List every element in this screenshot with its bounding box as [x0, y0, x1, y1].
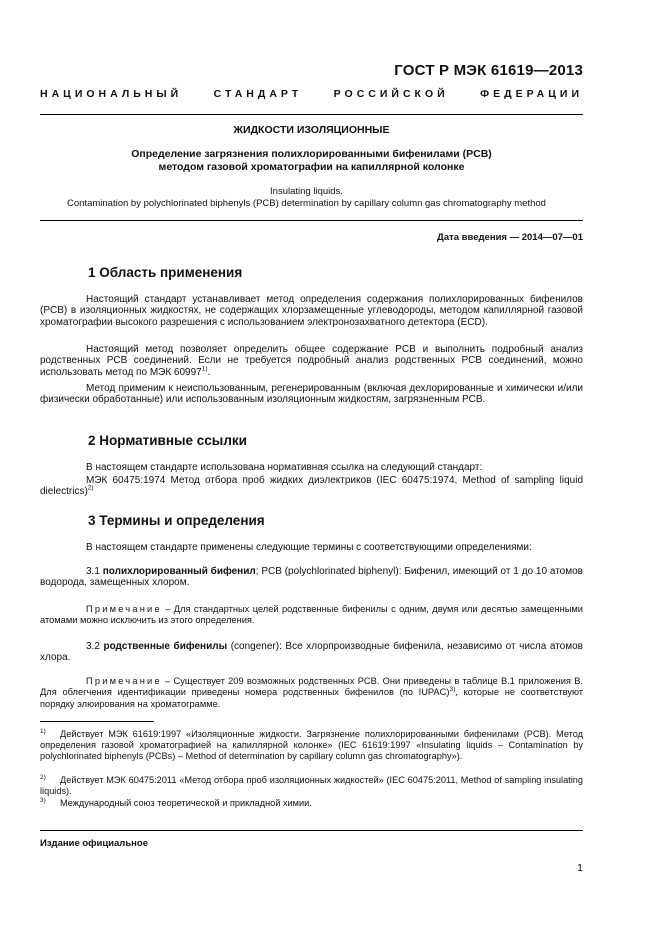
- english-title: [30, 186, 583, 210]
- english-title-line-2: Contamination by polychlorinated biphenyls (PCB) determination by capillary column gas chromatography method: [67, 198, 546, 209]
- subtitle-line-1: Определение загрязнения полихлорированными бифенилами (PCB): [131, 148, 492, 160]
- term-3-1-definition: ; PCB (polychlorinated biphenyl): Бифенил, имеющий от 1 до 10 атомов водорода, замещенных хлором.: [40, 566, 583, 589]
- title-divider: [40, 220, 583, 221]
- term-3-2-name: родственные бифенилы: [103, 641, 228, 652]
- note-2-label: Примечание: [86, 676, 162, 686]
- footnote-2-text: Действует МЭК 60475:2011 «Метод отбора проб изоляционных жидкостей» (IEC 60475:2011, Method of sampling insulating liquids).: [40, 775, 583, 797]
- note-2-text: – Существует 209 возможных родственных PCB. Они приведены в таблице В.1 приложения В. Для облегчения идентификации приведены номера родственных бифенилов (по IUPAC): [40, 676, 583, 698]
- footnote-2: 2) Действует МЭК 60475:2011 «Метод отбора проб изоляционных жидкостей» (IEC 60475:2011, Method of sampling insulating liquids).: [40, 773, 583, 797]
- national-standard-heading: НАЦИОНАЛЬНЫЙ СТАНДАРТ РОССИЙСКОЙ ФЕДЕРАЦИИ: [40, 88, 583, 100]
- term-3-2-definition: (congener): Все хлорпроизводные бифенила, независимо от числа атомов хлора.: [40, 641, 583, 664]
- english-title-line-1: Insulating liquids.: [270, 186, 343, 197]
- section-2-heading-text: 2 Нормативные ссылки: [88, 433, 247, 448]
- note-1-text: – Для стандартных целей родственные бифенилы с одним, двумя или десятью замещенными атомами можно исключить из этого определения.: [40, 604, 583, 626]
- section-1-heading-text: 1 Область применения: [88, 265, 243, 280]
- section-1-paragraph-2-end: .: [207, 366, 211, 378]
- section-1-paragraph-2: [40, 344, 583, 378]
- note-1-label: Примечание: [86, 604, 162, 614]
- section-3-heading-text: 3 Термины и определения: [88, 513, 265, 528]
- footnote-ref-2: 2): [87, 485, 94, 493]
- section-1-paragraph-3: Метод применим к неиспользованным, регенерированным (включая дехлорированные и химически и/или физически обработанные) или использованным изоляционным жидкостям, загрязненным PCB.: [40, 383, 583, 406]
- introduction-date: Дата введения — 2014—07—01: [437, 232, 583, 243]
- footnote-3-text: Международный союз теоретической и прикладной химии.: [60, 798, 312, 808]
- section-1-paragraph-1: Настоящий стандарт устанавливает метод определения содержания полихлорированных бифенилов (PCB) в изоляционных жидкостях, не содержащих хлорзамещенные углеводороды, методом капиллярной газовой хроматографии высокого разрешения с использованием электронозахватного детектора (ECD).: [40, 294, 583, 328]
- document-subtitle: [40, 148, 583, 174]
- term-3-2-number: 3.2: [86, 641, 104, 652]
- top-divider: [40, 114, 583, 115]
- note-1: [40, 604, 583, 627]
- section-1-paragraph-2-text: Настоящий метод позволяет определить общее содержание PCB и выполнить подробный анализ родственных PCB соединений. Если не требуется подробный анализ родственных PCB соединений, можно использовать метод по МЭК 60997: [40, 344, 583, 378]
- footer-divider: [40, 830, 583, 831]
- section-2-reference-text: МЭК 60475:1974 Метод отбора проб жидких диэлектриков (IEC 60475:1974, Method of sampling liquid dielectrics): [40, 475, 583, 498]
- footnote-divider: [40, 721, 154, 722]
- section-2-heading: [88, 433, 247, 448]
- term-3-1-name: полихлорированный бифенил: [102, 566, 256, 577]
- section-2-paragraph-1: В настоящем стандарте использована нормативная ссылка на следующий стандарт:: [86, 462, 483, 473]
- standard-number: ГОСТ Р МЭК 61619—2013: [394, 62, 583, 79]
- page-number: 1: [577, 862, 583, 874]
- section-3-paragraph-1: В настоящем стандарте применены следующие термины с соответствующими определениями:: [86, 542, 532, 553]
- footnote-ref-1: 1): [201, 365, 208, 373]
- section-1-heading: [88, 265, 242, 280]
- term-3-1-number: 3.1: [86, 566, 103, 577]
- footnote-ref-3: 3): [449, 686, 456, 694]
- note-2-end: , которые не соответствуют порядку элюирования на хроматограмме.: [40, 687, 584, 709]
- official-edition-label: Издание официальное: [40, 838, 148, 849]
- section-3-heading: [88, 513, 265, 528]
- term-3-2: [40, 641, 583, 664]
- subtitle-line-2: методом газовой хроматографии на капиллярной колонке: [158, 161, 465, 173]
- footnote-3: 3) Международный союз теоретической и прикладной химии.: [40, 796, 312, 808]
- note-2: [40, 676, 583, 710]
- term-3-1: [40, 566, 583, 589]
- footnote-1-text: Действует МЭК 61619:1997 «Изоляционные жидкости. Загрязнение полихлорированными бифенилами (PCB). Метод определения газовой хроматографией на капиллярной колонке» (IEC 61619:1997 «Insulating liquids – Contamination by polychlorinated biphenyls (PCBs) – Method of determination by capillary column gas chromatography»).: [40, 729, 583, 762]
- section-2-reference: [40, 475, 583, 498]
- document-title: ЖИДКОСТИ ИЗОЛЯЦИОННЫЕ: [233, 124, 390, 136]
- footnote-1: 1) Действует МЭК 61619:1997 «Изоляционные жидкости. Загрязнение полихлорированными бифенилами (PCB). Метод определения газовой хроматографией на капиллярной колонке» (IEC 61619:1997 «Insulating liquids – Contamination by polychlorinated biphenyls (PCBs) – Method of determination by capillary column gas chromatography»).: [40, 727, 583, 762]
